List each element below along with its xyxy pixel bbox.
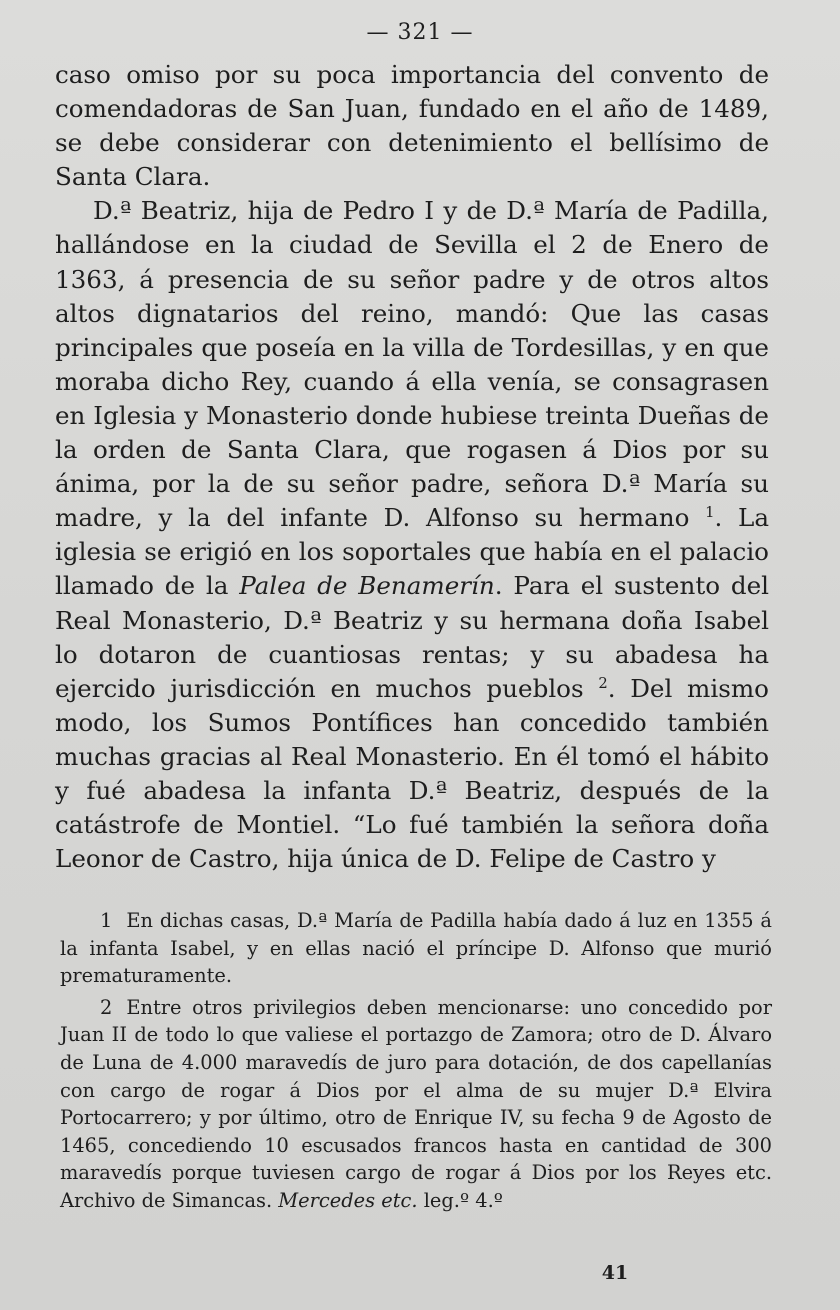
paragraph-2 [55,194,769,876]
footnotes [60,907,772,1215]
footnote-number: 1 [100,909,113,932]
footnote-ref-1: 1 [705,504,715,522]
footnote-ref-2: 2 [598,674,608,692]
footnote-italic: Mercedes etc. [278,1188,418,1212]
footnote-number: 2 [100,995,113,1019]
footnote-text: Entre otros privilegios deben mencionarse: uno concedido por Juan II de todo lo que valiese el portazgo de Zamora; otro de D. Álvaro de Luna de 4.000 maravedís de juro para dotación, de dos capellanías con cargo de rogar á Dios por el alma de su mujer D.ª Elvira Portocarrero; y por último, otro de Enrique IV, su fecha 9 de Agosto de 1465, concediendo 10 escusados francos hasta en cantidad de 300 maravedís porque tuviesen cargo de rogar á Dios por los Reyes etc. Archivo de Simancas. [60,995,772,1212]
footnote-text: En dichas casas, D.ª María de Padilla había dado á luz en 1355 á la infanta Isabel, y en ellas nació el príncipe D. Alfonso que murió prematuramente. [60,909,772,988]
place-name-italic: Palea de Benamerín [239,571,495,601]
footnote-1 [60,907,772,990]
page-number-header: — 321 — [366,20,474,45]
printer-signature: 41 [601,1262,629,1284]
main-text [55,58,769,876]
footnote-2 [60,994,772,1215]
paragraph-1: caso omiso por su poca importancia del convento de comendadoras de San Juan, fundado en el año de 1489, se debe considerar con detenimiento el bellísimo de Santa Clara. [55,60,769,192]
paragraph-2-text-c: . Para el sustento del Real Monasterio, D.ª Beatriz y su hermana doña Isabel lo dotaron de cuantiosas rentas; y su abadesa ha ejercido jurisdicción en muchos pueblos [55,571,769,703]
paragraph-2-text-a: D.ª Beatriz, hija de Pedro I y de D.ª María de Padilla, hallándose en la ciudad de Sevilla el 2 de Enero de 1363, á presencia de su señor padre y de otros altos altos dignatarios del reino, mandó: Que las casas principales que poseía en la villa de Tordesillas, y en que moraba dicho Rey, cuando á ella venía, se consagrasen en Iglesia y Monasterio donde hubiese treinta Dueñas de la orden de Santa Clara, que rogasen á Dios por su ánima, por la de su señor padre, señora D.ª María su madre, y la del infante D. Alfonso su hermano [55,196,769,533]
footnote-tail: leg.º 4.º [423,1188,503,1212]
paragraph-2-text-d: . Del mismo modo, los Sumos Pontífices han concedido también muchas gracias al Real Monasterio. En él tomó el hábito y fué abadesa la infanta D.ª Beatriz, después de la catástrofe de Montiel. “Lo fué también la señora doña Leonor de Castro, hija única de D. Felipe de Castro y [55,673,769,874]
paragraph-2-text-b: . La iglesia se erigió en los soportales que había en el palacio llamado de la [55,503,770,601]
